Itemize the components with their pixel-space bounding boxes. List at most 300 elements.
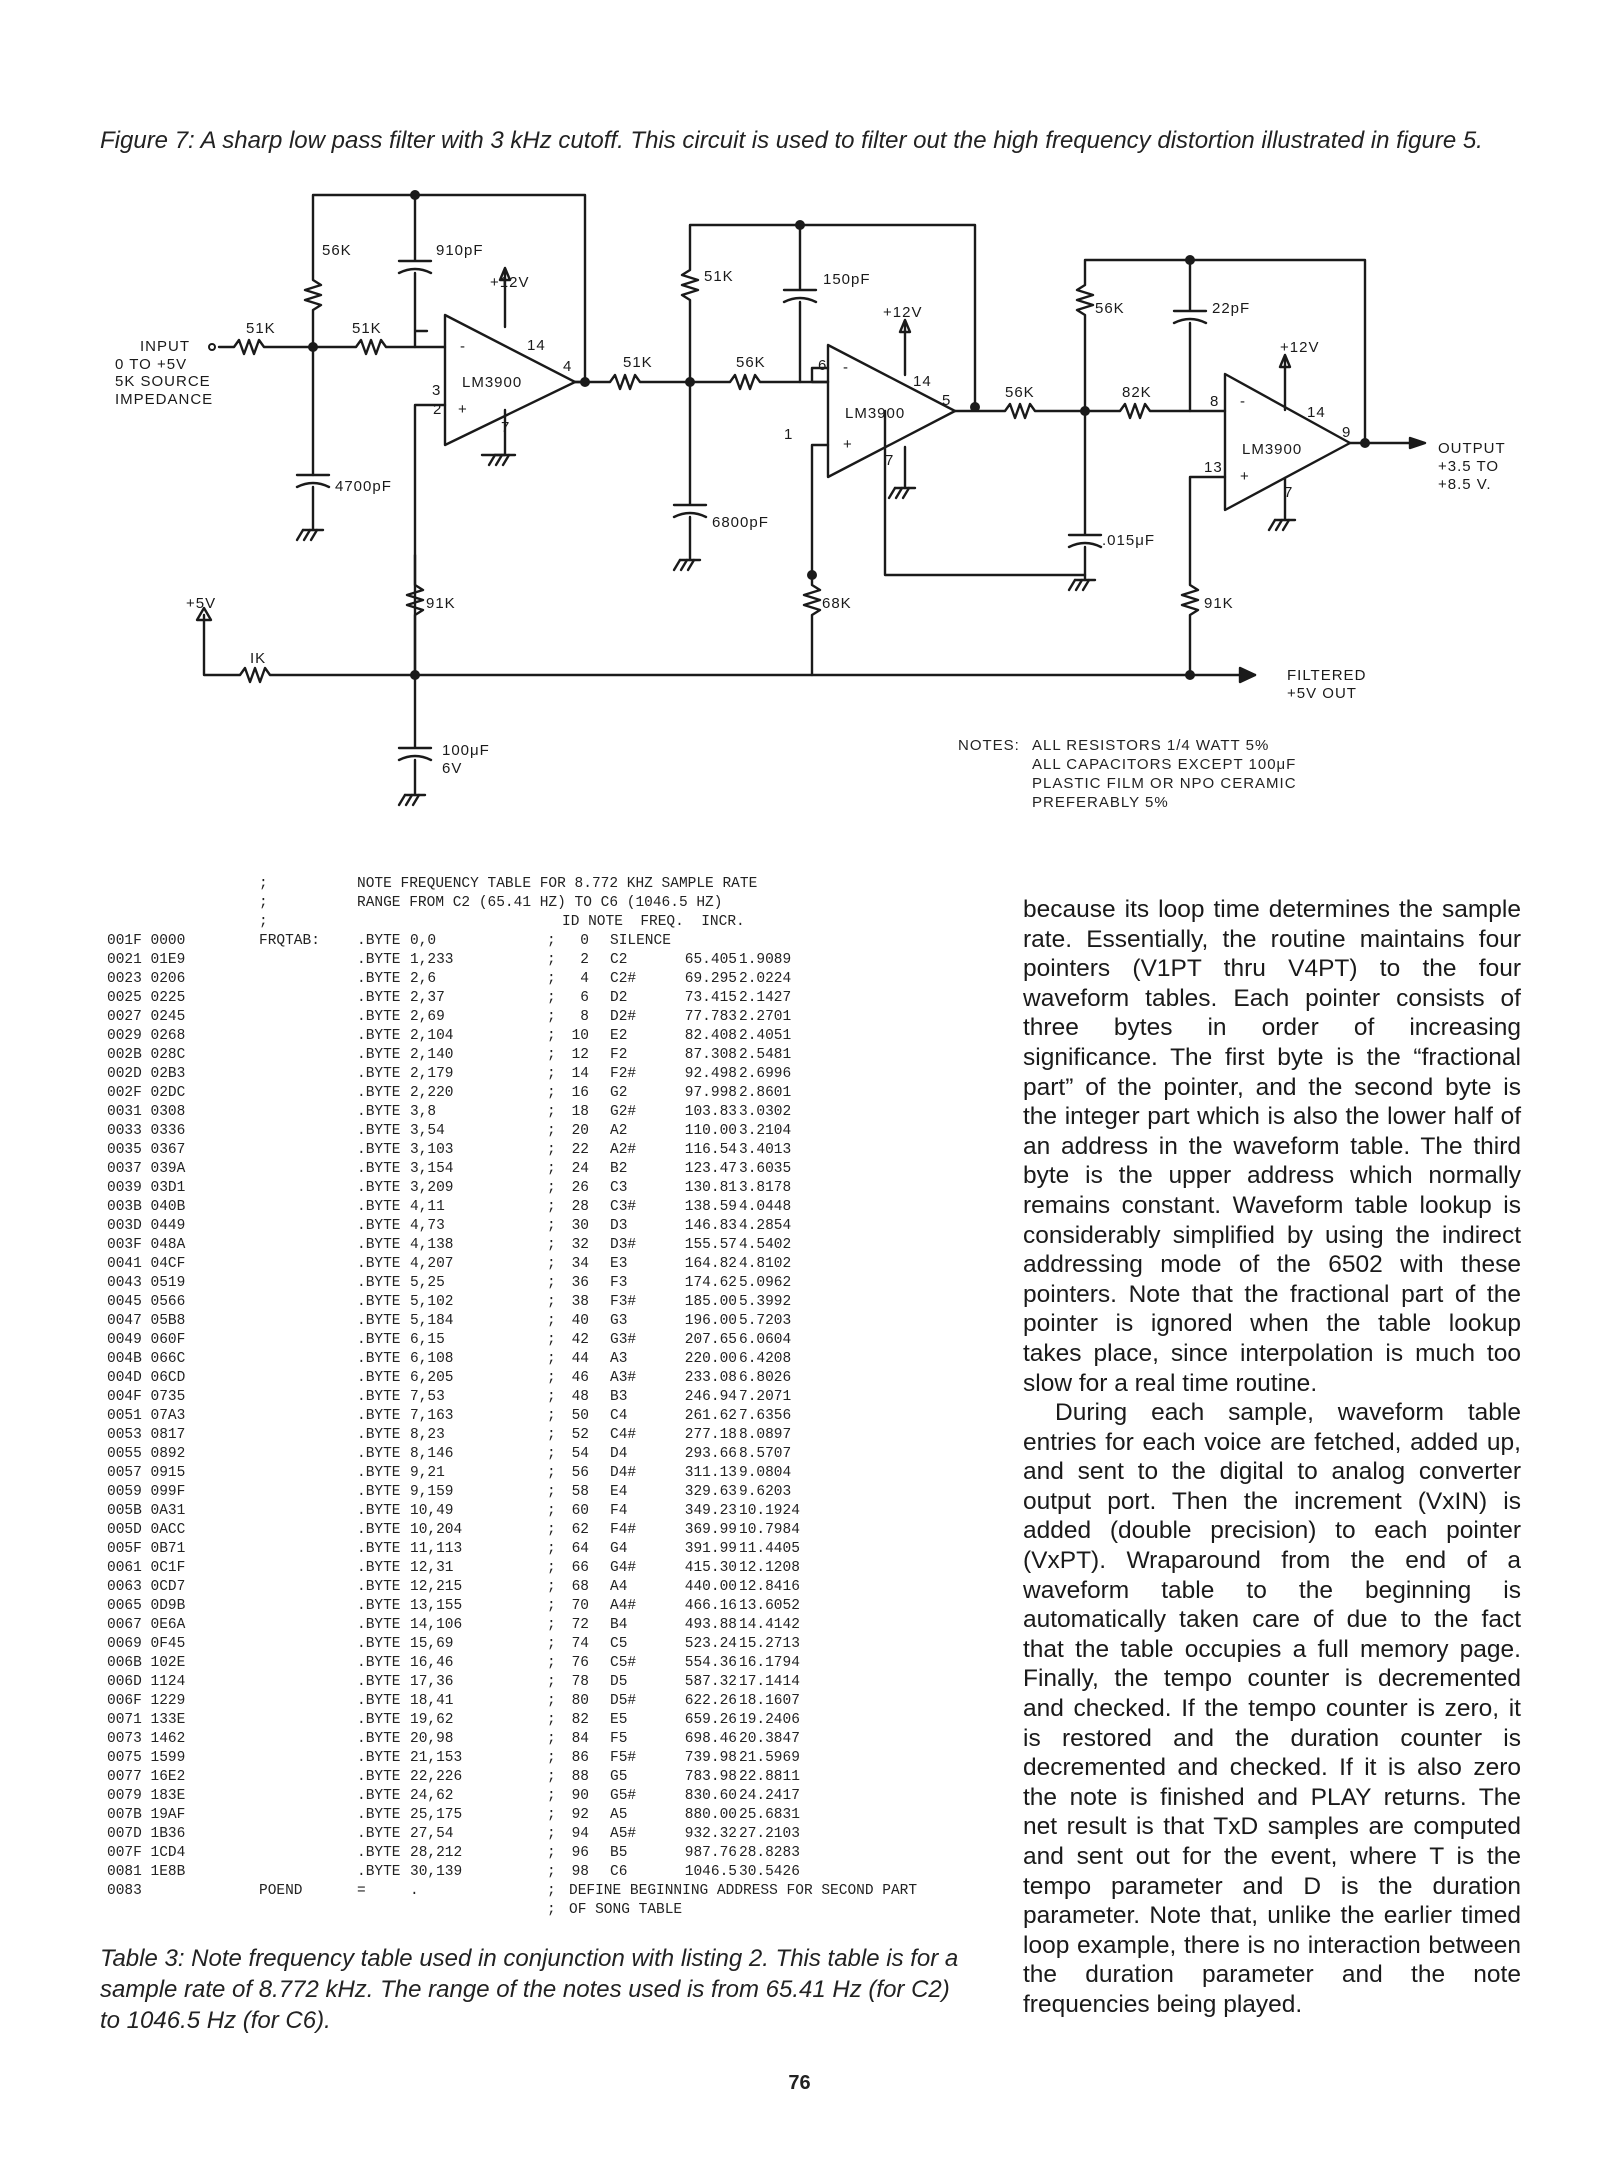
row-freq: 130.81 — [684, 1180, 737, 1196]
row-note: C3 — [610, 1180, 628, 1196]
table-row: ; 0061 0C1F .BYTE 12,31 66 G4# 415.30 12.1208 — [107, 1560, 800, 1576]
row-arg: 7,53 — [410, 1389, 445, 1405]
pin-7-s2: 7 — [885, 452, 895, 469]
row-freq: 77.783 — [684, 1009, 737, 1025]
row-note: B3 — [610, 1389, 628, 1405]
row-arg: 10,49 — [410, 1503, 454, 1519]
row-id: 50 — [571, 1408, 589, 1424]
r-91k-s3: 91K — [1204, 595, 1234, 612]
row-op: .BYTE — [357, 1845, 401, 1861]
table-row: ; 0035 0367 .BYTE 3,103 22 A2# 116.54 3.4013 — [107, 1142, 792, 1158]
row-op: .BYTE — [357, 933, 401, 949]
c-015uf: .015μF — [1102, 532, 1155, 549]
row-freq: 92.498 — [684, 1066, 737, 1082]
row-arg: 4,207 — [410, 1256, 454, 1272]
row-op: .BYTE — [357, 1161, 401, 1177]
row-id: 74 — [571, 1636, 589, 1652]
row-id: 26 — [571, 1180, 589, 1196]
table-row: ; 0029 0268 .BYTE 2,104 10 E2 82.408 2.4051 — [107, 1028, 792, 1044]
table-row: ; 0043 0519 .BYTE 5,25 36 F3 174.62 5.0962 — [107, 1275, 792, 1291]
row-addr: 006D 1124 — [107, 1674, 186, 1690]
row-arg: 11,113 — [410, 1541, 463, 1557]
table-row: ; 0065 0D9B .BYTE 13,155 70 A4# 466.16 13.6052 — [107, 1598, 800, 1614]
row-note: F5 — [610, 1731, 628, 1747]
row-freq: 987.76 — [684, 1845, 737, 1861]
row-incr: 2.0224 — [739, 971, 792, 987]
row-id: 22 — [571, 1142, 589, 1158]
table-row: ; 0063 0CD7 .BYTE 12,215 68 A4 440.00 12.8416 — [107, 1579, 800, 1595]
filtered-out-label: +5V OUT — [1287, 685, 1357, 702]
row-addr: 0061 0C1F — [107, 1560, 186, 1576]
row-freq: 103.83 — [684, 1104, 737, 1120]
note-frequency-listing — [107, 876, 967, 1921]
row-id: 72 — [571, 1617, 589, 1633]
row-incr: 9.6203 — [739, 1484, 792, 1500]
row-note: D2 — [610, 990, 628, 1006]
row-incr: 24.2417 — [739, 1788, 800, 1804]
table-row: ; 0055 0892 .BYTE 8,146 54 D4 293.66 8.5707 — [107, 1446, 792, 1462]
row-arg: 27,54 — [410, 1826, 454, 1842]
row-op: .BYTE — [357, 1503, 401, 1519]
row-note: D4 — [610, 1446, 628, 1462]
row-incr: 8.5707 — [739, 1446, 792, 1462]
row-note: A2 — [610, 1123, 628, 1139]
row-op: .BYTE — [357, 1446, 401, 1462]
row-op: .BYTE — [357, 1560, 401, 1576]
end-addr: 0083 — [107, 1883, 142, 1899]
row-id: 12 — [571, 1047, 589, 1063]
row-arg: 6,15 — [410, 1332, 445, 1348]
table-row: ; 002B 028C .BYTE 2,140 12 F2 87.308 2.5481 — [107, 1047, 792, 1063]
row-id: 90 — [571, 1788, 589, 1804]
table-row: ; 0051 07A3 .BYTE 7,163 50 C4 261.62 7.6356 — [107, 1408, 792, 1424]
row-note: F2 — [610, 1047, 628, 1063]
table-row: ; 002D 02B3 .BYTE 2,179 14 F2# 92.498 2.6996 — [107, 1066, 792, 1082]
row-incr: 3.2104 — [739, 1123, 792, 1139]
r-1k: IK — [250, 650, 267, 667]
c-22pf: 22pF — [1212, 300, 1251, 317]
row-incr: 20.3847 — [739, 1731, 800, 1747]
row-freq: 830.60 — [684, 1788, 737, 1804]
row-op: .BYTE — [357, 1484, 401, 1500]
row-addr: 0031 0308 — [107, 1104, 186, 1120]
row-note: C2 — [610, 952, 628, 968]
table-row: ; 0023 0206 .BYTE 2,6 4 C2# 69.295 2.0224 — [107, 971, 792, 987]
row-op: .BYTE — [357, 1009, 401, 1025]
row-note: C2# — [610, 971, 637, 987]
row-arg: 2,220 — [410, 1085, 454, 1101]
row-addr: 0071 133E — [107, 1712, 186, 1728]
row-id: 82 — [571, 1712, 589, 1728]
row-note: G5 — [610, 1769, 628, 1785]
row-freq: 110.00 — [684, 1123, 737, 1139]
r-51k-s1: 51K — [352, 320, 382, 337]
row-id: 54 — [571, 1446, 589, 1462]
row-op: .BYTE — [357, 1370, 401, 1386]
row-arg: 4,11 — [410, 1199, 445, 1215]
row-id: 2 — [580, 952, 589, 968]
table-row: ; 005F 0B71 .BYTE 11,113 64 G4 391.99 11.4405 — [107, 1541, 800, 1557]
row-id: 58 — [571, 1484, 589, 1500]
row-incr: 9.0804 — [739, 1465, 792, 1481]
row-arg: 13,155 — [410, 1598, 463, 1614]
row-note: A3 — [610, 1351, 628, 1367]
row-incr: 1.9089 — [739, 952, 792, 968]
row-addr: 0027 0245 — [107, 1009, 186, 1025]
row-addr: 0075 1599 — [107, 1750, 186, 1766]
row-addr: 0041 04CF — [107, 1256, 186, 1272]
row-note: E2 — [610, 1028, 628, 1044]
row-incr: 6.4208 — [739, 1351, 792, 1367]
row-incr: 14.4142 — [739, 1617, 800, 1633]
row-id: 92 — [571, 1807, 589, 1823]
article-body — [1023, 895, 1521, 2020]
row-op: .BYTE — [357, 1788, 401, 1804]
row-op: .BYTE — [357, 1351, 401, 1367]
table-row: ; 005B 0A31 .BYTE 10,49 60 F4 349.23 10.1924 — [107, 1503, 800, 1519]
row-id: 86 — [571, 1750, 589, 1766]
row-addr: 0079 183E — [107, 1788, 186, 1804]
row-note: C5 — [610, 1636, 628, 1652]
row-note: E4 — [610, 1484, 628, 1500]
row-freq: 493.88 — [684, 1617, 737, 1633]
row-note: F2# — [610, 1066, 637, 1082]
pin-9: 9 — [1342, 424, 1352, 441]
row-addr: 0081 1E8B — [107, 1864, 186, 1880]
row-arg: 19,62 — [410, 1712, 454, 1728]
listing-header-1: NOTE FREQUENCY TABLE FOR 8.772 KHZ SAMPLE RATE — [357, 876, 758, 892]
table-row: ; 005D 0ACC .BYTE 10,204 62 F4# 369.99 10.7984 — [107, 1522, 800, 1538]
row-incr: 5.3992 — [739, 1294, 792, 1310]
row-note: E3 — [610, 1256, 628, 1272]
table-row: ; 0041 04CF .BYTE 4,207 34 E3 164.82 4.8102 — [107, 1256, 792, 1272]
row-freq: 415.30 — [684, 1560, 737, 1576]
r-91k-s1: 91K — [426, 595, 456, 612]
table-row: ; 0045 0566 .BYTE 5,102 38 F3# 185.00 5.3992 — [107, 1294, 792, 1310]
table-row: ; 007F 1CD4 .BYTE 28,212 96 B5 987.76 28.8283 — [107, 1845, 800, 1861]
row-incr: 6.0604 — [739, 1332, 792, 1348]
row-op: .BYTE — [357, 1123, 401, 1139]
table-row: ; 0033 0336 .BYTE 3,54 20 A2 110.00 3.2104 — [107, 1123, 792, 1139]
row-note: D4# — [610, 1465, 637, 1481]
table-row: ; 0081 1E8B .BYTE 30,139 98 C6 1046.5 30.5426 — [107, 1864, 800, 1880]
row-op: .BYTE — [357, 1598, 401, 1614]
table-row: ; 0075 1599 .BYTE 21,153 86 F5# 739.98 21.5969 — [107, 1750, 800, 1766]
row-note: C4# — [610, 1427, 637, 1443]
row-note: G5# — [610, 1788, 637, 1804]
table-row: ; 0027 0245 .BYTE 2,69 8 D2# 77.783 2.2701 — [107, 1009, 792, 1025]
row-incr: 7.6356 — [739, 1408, 792, 1424]
row-arg: 15,69 — [410, 1636, 454, 1652]
row-incr: 15.2713 — [739, 1636, 800, 1652]
row-id: 62 — [571, 1522, 589, 1538]
row-note: C6 — [610, 1864, 628, 1880]
row-arg: 3,103 — [410, 1142, 454, 1158]
row-op: .BYTE — [357, 1693, 401, 1709]
row-arg: 3,154 — [410, 1161, 454, 1177]
row-note: G2 — [610, 1085, 628, 1101]
row-op: .BYTE — [357, 1522, 401, 1538]
table-row: ; 0079 183E .BYTE 24,62 90 G5# 830.60 24.2417 — [107, 1788, 800, 1804]
row-freq: 311.13 — [684, 1465, 737, 1481]
opamp-2: LM3900 — [845, 405, 906, 422]
c-6v: 6V — [442, 760, 463, 777]
filtered-label: FILTERED — [1287, 667, 1367, 684]
table-row: ; 007D 1B36 .BYTE 27,54 94 A5# 932.32 27.2103 — [107, 1826, 800, 1842]
row-arg: 2,104 — [410, 1028, 454, 1044]
row-op: .BYTE — [357, 1332, 401, 1348]
row-op: .BYTE — [357, 1541, 401, 1557]
row-addr: 001F 0000 — [107, 933, 186, 949]
pin-7-s3: 7 — [1284, 484, 1294, 501]
row-arg: 12,215 — [410, 1579, 463, 1595]
table-row: ; 004D 06CD .BYTE 6,205 46 A3# 233.08 6.8026 — [107, 1370, 792, 1386]
row-op: .BYTE — [357, 1256, 401, 1272]
row-id: 64 — [571, 1541, 589, 1557]
row-incr: 4.2854 — [739, 1218, 792, 1234]
c-6800pf: 6800pF — [712, 514, 769, 531]
row-op: .BYTE — [357, 1218, 401, 1234]
row-op: .BYTE — [357, 1864, 401, 1880]
row-incr: 4.5402 — [739, 1237, 792, 1253]
row-incr: 4.0448 — [739, 1199, 792, 1215]
row-addr: 007D 1B36 — [107, 1826, 186, 1842]
table-row: ; 0057 0915 .BYTE 9,21 56 D4# 311.13 9.0804 — [107, 1465, 792, 1481]
row-arg: 5,184 — [410, 1313, 454, 1329]
r-68k: 68K — [822, 595, 852, 612]
row-arg: 9,159 — [410, 1484, 454, 1500]
row-addr: 003B 040B — [107, 1199, 186, 1215]
row-addr: 002F 02DC — [107, 1085, 186, 1101]
row-arg: 21,153 — [410, 1750, 463, 1766]
row-freq: 1046.5 — [684, 1864, 737, 1880]
row-incr: 30.5426 — [739, 1864, 800, 1880]
row-freq: 65.405 — [684, 952, 737, 968]
row-incr: 3.0302 — [739, 1104, 792, 1120]
table-row: ; 0025 0225 .BYTE 2,37 6 D2 73.415 2.1427 — [107, 990, 792, 1006]
row-arg: 12,31 — [410, 1560, 454, 1576]
table-row: ; 006F 1229 .BYTE 18,41 80 D5# 622.26 18.1607 — [107, 1693, 800, 1709]
row-addr: 0037 039A — [107, 1161, 186, 1177]
r-51k-fb2: 51K — [704, 268, 734, 285]
row-addr: 007F 1CD4 — [107, 1845, 186, 1861]
plus-s1: + — [458, 401, 468, 418]
row-id: 36 — [571, 1275, 589, 1291]
row-freq: 369.99 — [684, 1522, 737, 1538]
input-range: 0 TO +5V — [115, 356, 188, 373]
row-note: A5# — [610, 1826, 637, 1842]
row-arg: 24,62 — [410, 1788, 454, 1804]
row-incr: 5.0962 — [739, 1275, 792, 1291]
pin-13: 13 — [1204, 459, 1223, 476]
row-incr: 2.4051 — [739, 1028, 792, 1044]
row-addr: 003F 048A — [107, 1237, 186, 1253]
pin-1: 1 — [784, 426, 794, 443]
table-row: ; 0039 03D1 .BYTE 3,209 26 C3 130.81 3.8178 — [107, 1180, 792, 1196]
row-freq: 622.26 — [684, 1693, 737, 1709]
row-op: .BYTE — [357, 1712, 401, 1728]
row-addr: 007B 19AF — [107, 1807, 186, 1823]
row-note: G4# — [610, 1560, 637, 1576]
row-incr: 2.6996 — [739, 1066, 792, 1082]
table-row: ; 003F 048A .BYTE 4,138 32 D3# 155.57 4.5402 — [107, 1237, 792, 1253]
pin-5: 5 — [942, 392, 952, 409]
r-51k-in: 51K — [246, 320, 276, 337]
row-note: A3# — [610, 1370, 637, 1386]
row-addr: 0059 099F — [107, 1484, 186, 1500]
row-note: F4# — [610, 1522, 637, 1538]
row-id: 8 — [580, 1009, 589, 1025]
row-op: .BYTE — [357, 1674, 401, 1690]
row-id: 28 — [571, 1199, 589, 1215]
row-addr: 005B 0A31 — [107, 1503, 186, 1519]
row-arg: 9,21 — [410, 1465, 445, 1481]
row-note: SILENCE — [610, 933, 671, 949]
schematic-notes — [958, 736, 1297, 812]
minus-s2: - — [843, 359, 849, 376]
table-row: ; 003D 0449 .BYTE 4,73 30 D3 146.83 4.2854 — [107, 1218, 792, 1234]
row-op: .BYTE — [357, 1579, 401, 1595]
plus-s2: + — [843, 436, 853, 453]
c-100uf: 100μF — [442, 742, 490, 759]
row-addr: 0039 03D1 — [107, 1180, 186, 1196]
row-incr: 22.8811 — [739, 1769, 800, 1785]
table-row: ; 0037 039A .BYTE 3,154 24 B2 123.47 3.6035 — [107, 1161, 792, 1177]
row-op: .BYTE — [357, 971, 401, 987]
row-op: .BYTE — [357, 1313, 401, 1329]
row-incr: 10.7984 — [739, 1522, 800, 1538]
row-id: 68 — [571, 1579, 589, 1595]
row-addr: 004F 0735 — [107, 1389, 186, 1405]
row-incr: 17.1414 — [739, 1674, 800, 1690]
table-row: ; 007B 19AF .BYTE 25,175 92 A5 880.00 25.6831 — [107, 1807, 800, 1823]
table-row: ; 0049 060F .BYTE 6,15 42 G3# 207.65 6.0604 — [107, 1332, 792, 1348]
r-56k-s1: 56K — [322, 242, 352, 259]
row-op: .BYTE — [357, 1408, 401, 1424]
pin-8: 8 — [1210, 393, 1220, 410]
row-arg: 6,108 — [410, 1351, 454, 1367]
row-note: D2# — [610, 1009, 637, 1025]
row-id: 78 — [571, 1674, 589, 1690]
row-op: .BYTE — [357, 1142, 401, 1158]
row-incr: 16.1794 — [739, 1655, 800, 1671]
row-incr: 4.8102 — [739, 1256, 792, 1272]
table-row: FRQTAB: ; 001F 0000 .BYTE 0,0 0 SILENCE — [107, 933, 671, 949]
row-op: .BYTE — [357, 1465, 401, 1481]
row-freq: 739.98 — [684, 1750, 737, 1766]
row-incr: 3.6035 — [739, 1161, 792, 1177]
c-4700pf: 4700pF — [335, 478, 392, 495]
row-id: 14 — [571, 1066, 589, 1082]
table-row: ; 0047 05B8 .BYTE 5,184 40 G3 196.00 5.7203 — [107, 1313, 792, 1329]
row-arg: 2,179 — [410, 1066, 454, 1082]
row-addr: 0043 0519 — [107, 1275, 186, 1291]
row-note: C3# — [610, 1199, 637, 1215]
row-arg: 30,139 — [410, 1864, 463, 1880]
minus-s1: - — [460, 338, 466, 355]
row-freq: 659.26 — [684, 1712, 737, 1728]
row-freq: 554.36 — [684, 1655, 737, 1671]
row-note: C4 — [610, 1408, 628, 1424]
output-label: OUTPUT — [1438, 440, 1506, 457]
v-12v-s3: +12V — [1280, 339, 1320, 356]
row-freq: 207.65 — [684, 1332, 737, 1348]
row-note: D5# — [610, 1693, 637, 1709]
table-row: ; 0073 1462 .BYTE 20,98 84 F5 698.46 20.3847 — [107, 1731, 800, 1747]
table-row: ; 0077 16E2 .BYTE 22,226 88 G5 783.98 22.8811 — [107, 1769, 800, 1785]
row-incr: 12.8416 — [739, 1579, 800, 1595]
row-op: .BYTE — [357, 1275, 401, 1291]
row-id: 38 — [571, 1294, 589, 1310]
row-freq: 97.998 — [684, 1085, 737, 1101]
end-arg: . — [410, 1883, 419, 1899]
row-freq: 466.16 — [684, 1598, 737, 1614]
pin-4: 4 — [563, 358, 573, 375]
row-freq: 196.00 — [684, 1313, 737, 1329]
row-incr: 27.2103 — [739, 1826, 800, 1842]
row-addr: 0069 0F45 — [107, 1636, 186, 1652]
row-incr: 11.4405 — [739, 1541, 800, 1557]
listing-end-row: ; OF SONG TABLE — [547, 1902, 683, 1918]
pin-6: 6 — [818, 357, 828, 374]
row-addr: 004D 06CD — [107, 1370, 186, 1386]
row-arg: 20,98 — [410, 1731, 454, 1747]
row-incr: 21.5969 — [739, 1750, 800, 1766]
row-note: B4 — [610, 1617, 628, 1633]
row-addr: 0045 0566 — [107, 1294, 186, 1310]
row-freq: 293.66 — [684, 1446, 737, 1462]
pin-14-s3: 14 — [1307, 404, 1326, 421]
table-row: ; 0069 0F45 .BYTE 15,69 74 C5 523.24 15.2713 — [107, 1636, 800, 1652]
table-caption: Table 3: Note frequency table used in conjunction with listing 2. This table is for a sample rate of 8.772 kHz. The range of the notes used is from 65.41 Hz (for C2) to 1046.5 Hz (for C6). — [100, 1945, 959, 2034]
row-note: G4 — [610, 1541, 628, 1557]
listing-header: ; RANGE FROM C2 (65.41 HZ) TO C6 (1046.5 HZ) — [259, 895, 723, 911]
row-op: .BYTE — [357, 1047, 401, 1063]
row-freq: 73.415 — [684, 990, 737, 1006]
row-op: .BYTE — [357, 1655, 401, 1671]
row-freq: 116.54 — [684, 1142, 737, 1158]
table-row: ; 002F 02DC .BYTE 2,220 16 G2 97.998 2.8601 — [107, 1085, 792, 1101]
row-note: F3 — [610, 1275, 628, 1291]
row-op: .BYTE — [357, 1085, 401, 1101]
row-op: .BYTE — [357, 1731, 401, 1747]
row-arg: 8,146 — [410, 1446, 454, 1462]
input-source: 5K SOURCE — [115, 373, 211, 390]
row-op: .BYTE — [357, 1826, 401, 1842]
row-addr: 0021 01E9 — [107, 952, 186, 968]
row-incr: 8.0897 — [739, 1427, 792, 1443]
row-op: .BYTE — [357, 1389, 401, 1405]
table-row: ; 006D 1124 .BYTE 17,36 78 D5 587.32 17.1414 — [107, 1674, 800, 1690]
output-range-1: +3.5 TO — [1438, 458, 1500, 475]
body-paragraph: During each sample, waveform table entries for each voice are fetched, added up, and sent to the digital to analog converter output port. Then the increment (VxIN) is added (double precision) to each pointer (VxPT). Wraparound from the end of a waveform table to the beginning is automatically taken care of due to the fact that the table occupies a full memory page. Finally, the tempo counter is decremented and checked. If the tempo counter is zero, it is restored and the duration counter is decremented and checked. If it is also zero the note is finished and PLAY returns. The net result is that TxD samples are computed and sent out for the event, where T is the tempo parameter and D is the duration parameter. Note that, unlike the earlier timed loop example, there is no interaction between the duration parameter and the note frequencies being played. — [1023, 1399, 1521, 2018]
end-op: = — [357, 1883, 366, 1899]
table-row: ; 0059 099F .BYTE 9,159 58 E4 329.63 9.6203 — [107, 1484, 792, 1500]
table-row: ; 003B 040B .BYTE 4,11 28 C3# 138.59 4.0448 — [107, 1199, 792, 1215]
row-addr: 003D 0449 — [107, 1218, 186, 1234]
listing-header: ; NOTE FREQUENCY TABLE FOR 8.772 KHZ SAMPLE RATE — [259, 876, 758, 892]
r-56k-fb3: 56K — [1095, 300, 1125, 317]
row-arg: 5,25 — [410, 1275, 445, 1291]
r-56k-s2: 56K — [736, 354, 766, 371]
row-arg: 2,140 — [410, 1047, 454, 1063]
row-incr: 2.5481 — [739, 1047, 792, 1063]
row-arg: 18,41 — [410, 1693, 454, 1709]
row-id: 18 — [571, 1104, 589, 1120]
row-freq: 138.59 — [684, 1199, 737, 1215]
row-addr: 0025 0225 — [107, 990, 186, 1006]
notes-line: PREFERABLY 5% — [1032, 794, 1169, 811]
